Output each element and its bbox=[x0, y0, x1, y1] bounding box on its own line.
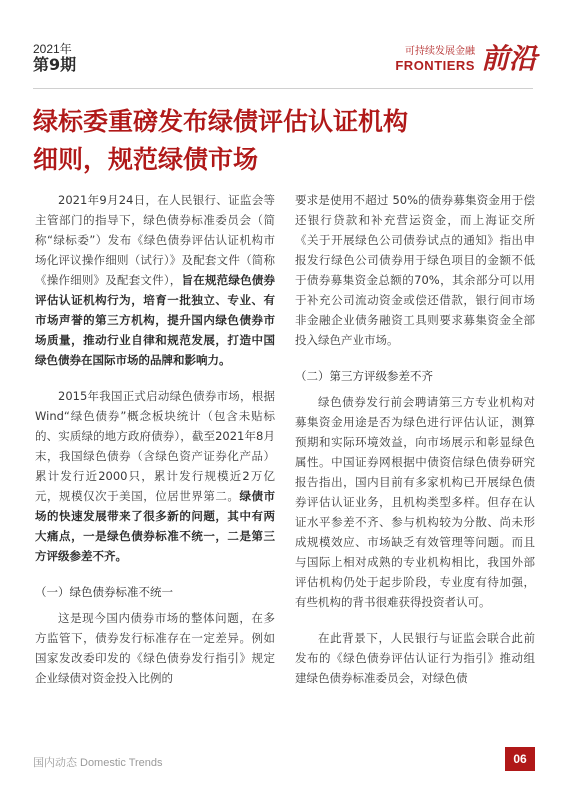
section-heading-2: （二）第三方评级参差不齐 bbox=[295, 369, 433, 383]
paragraph-6: 在此背景下，人民银行与证监会联合此前发布的《绿色债券评估认证行为指引》推动组建绿色债券标准委员会，对绿色债 bbox=[295, 631, 535, 685]
paragraph-5: 绿色债券发行前会聘请第三方专业机构对募集资金用途是否为绿色进行评估认证，测算预期和实际环境效益，向市场展示和彰显绿色属性。中国证券网根据中债资信绿色债券研究报告指出，国内目前有多家机构已开展绿色债券评估认证业务，且机构类型多样。但存在认证水平参差不齐、参与机构较为分散、尚未形成规模效应、市场缺乏有效管理等问题。而且与国际上相对成熟的专业机构相比，我国外部评估机构仍处于起步阶段，专业度有待加强，有些机构的背书很难获得投资者认可。 bbox=[295, 395, 535, 609]
right-column bbox=[295, 190, 535, 704]
section-heading-1: （一）绿色债券标准不统一 bbox=[35, 585, 173, 599]
paragraph-4: 要求是使用不超过 50%的债券募集资金用于偿还银行贷款和补充营运资金，而上海证交所《关于开展绿色公司债券试点的通知》指出申报发行绿色公司债券用于绿色项目的金额不低于债券募集资金总额的70%，其余部分可以用于补充公司流动资金或偿还借款，银行间市场非金融企业债务融资工具则要求募集资金全部投入绿色产业市场。 bbox=[295, 193, 535, 347]
brand-chinese: 可持续发展金融 bbox=[404, 45, 475, 57]
paragraph-3: 这是现今国内债券市场的整体问题，在多方监管下，债券发行标准存在一定差异。例如国家发改委印发的《绿色债券发行指引》规定企业绿债对资金投入比例的 bbox=[35, 611, 275, 685]
title-line-2: 细则，规范绿债市场 bbox=[33, 145, 259, 174]
title-line-1: 绿标委重磅发布绿债评估认证机构 bbox=[33, 107, 409, 136]
issue-number: 第9期 bbox=[33, 55, 77, 74]
issue-info bbox=[33, 42, 76, 74]
issue-year: 2021年 bbox=[33, 42, 72, 56]
paragraph-1 bbox=[35, 190, 275, 370]
footer-section-label bbox=[33, 754, 163, 770]
article-title bbox=[33, 103, 533, 179]
footer-section-en: Domestic Trends bbox=[80, 757, 163, 769]
left-column bbox=[35, 190, 275, 704]
paragraph-2 bbox=[35, 386, 275, 566]
brand-text bbox=[395, 46, 475, 73]
paragraph-1-text: 2021年9月24日，在人民银行、证监会等主管部门的指导下，绿色债券标准委员会（简称“绿标委”）发布《绿色债券评估认证机构市场化评议操作细则（试行）》及配套文件（简称《操作细则》及配套文件）， bbox=[35, 193, 275, 287]
brand-mark: 前沿 bbox=[480, 42, 537, 75]
paragraph-2-text: 2015年我国正式启动绿色债券市场，根据Wind“绿色债券”概念板块统计（包含未贴标的、实质绿的地方政府债券），截至2021年8月末，我国绿色债券（含绿色资产证券化产品）累计发行近2000只，累计发行规模近2万亿元，规模仅次于美国，位居世界第二。 bbox=[35, 389, 275, 503]
paragraph-2-emphasis: 绿债市场的快速发展带来了很多新的问题，其中有两大痛点，一是绿色债券标准不统一，二是第三方评级参差不齐。 bbox=[35, 489, 276, 563]
brand-english: FRONTIERS bbox=[395, 57, 475, 73]
header-divider bbox=[33, 88, 533, 89]
page-number: 06 bbox=[505, 747, 535, 771]
brand-logo bbox=[395, 44, 537, 74]
paragraph-1-emphasis: 旨在规范绿色债券评估认证机构行为，培育一批独立、专业、有市场声誉的第三方机构，提升国内绿色债券市场质量，推动行业自律和规范发展，打造中国绿色债券在国际市场的品牌和影响力。 bbox=[35, 273, 276, 367]
footer-section-cn: 国内动态 bbox=[33, 756, 77, 769]
